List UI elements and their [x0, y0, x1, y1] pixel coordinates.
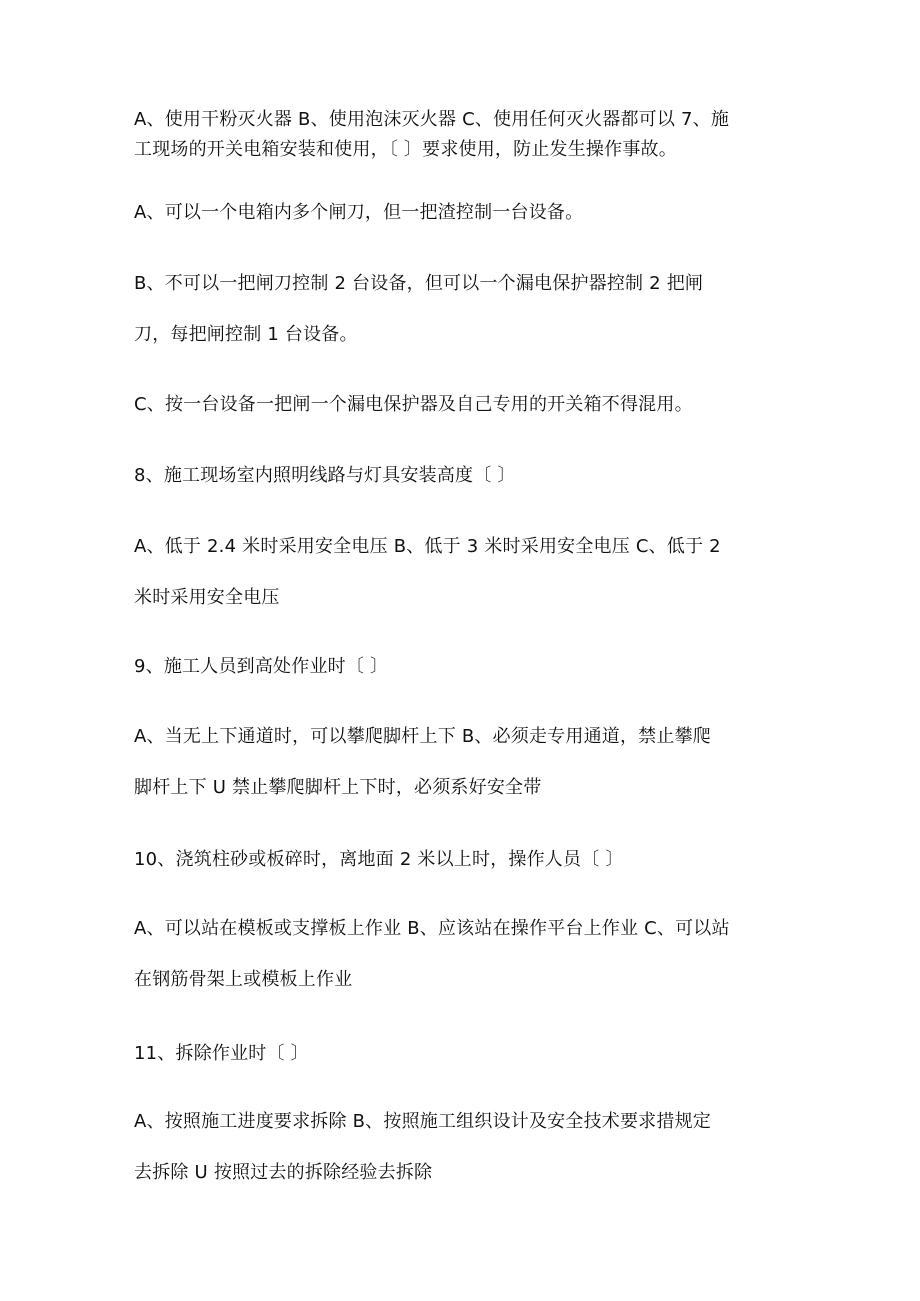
text-line: 11、拆除作业时〔 〕: [134, 1043, 309, 1064]
text-line: A、可以站在模板或支撑板上作业 B、应该站在操作平台上作业 C、可以站: [134, 918, 730, 939]
text-line: C、按一台设备一把闸一个漏电保护器及自己专用的开关箱不得混用。: [134, 394, 693, 415]
paragraph-question-11: [134, 1041, 794, 1067]
paragraph-option-7b: [134, 271, 794, 348]
paragraph-options-11: [134, 1109, 794, 1186]
paragraph-options-8: [134, 534, 794, 611]
paragraph-question-9: [134, 654, 794, 680]
text-line: 9、施工人员到高处作业时〔 〕: [134, 656, 389, 677]
text-line: A、可以一个电箱内多个闸刀，但一把渣控制一台设备。: [134, 202, 584, 223]
paragraph-options-and-question-7: [134, 107, 794, 163]
text-line: 去拆除 U 按照过去的拆除经验去拆除: [134, 1162, 433, 1183]
text-line: 8、施工现场室内照明线路与灯具安装高度〔 〕: [134, 465, 516, 486]
text-line: 脚杆上下 U 禁止攀爬脚杆上下时，必须系好安全带: [134, 777, 542, 798]
paragraph-options-10: [134, 916, 794, 993]
paragraph-question-8: [134, 463, 794, 489]
text-line: A、按照施工进度要求拆除 B、按照施工组织设计及安全技术要求措规定: [134, 1111, 711, 1132]
text-line: A、低于 2.4 米时采用安全电压 B、低于 3 米时采用安全电压 C、低于 2: [134, 536, 721, 557]
text-line: A、使用干粉灭火器 B、使用泡沫灭火器 C、使用任何灭火器都可以 7、施: [134, 109, 730, 130]
text-line: 米时采用安全电压: [134, 587, 280, 608]
paragraph-option-7a: [134, 200, 794, 226]
text-line: B、不可以一把闸刀控制 2 台设备，但可以一个漏电保护器控制 2 把闸: [134, 273, 704, 294]
paragraph-question-10: [134, 847, 794, 873]
paragraph-options-9: [134, 724, 794, 801]
text-line: 工现场的开关电箱安装和使用，〔 〕要求使用，防止发生操作事故。: [134, 139, 677, 160]
text-line: 在钢筋骨架上或模板上作业: [134, 969, 353, 990]
text-line: 10、浇筑柱砂或板碎时，离地面 2 米以上时，操作人员〔 〕: [134, 849, 624, 870]
text-line: 刀，每把闸控制 1 台设备。: [134, 324, 358, 345]
paragraph-option-7c: [134, 392, 794, 418]
text-line: A、当无上下通道时，可以攀爬脚杆上下 B、必须走专用通道，禁止攀爬: [134, 726, 711, 747]
